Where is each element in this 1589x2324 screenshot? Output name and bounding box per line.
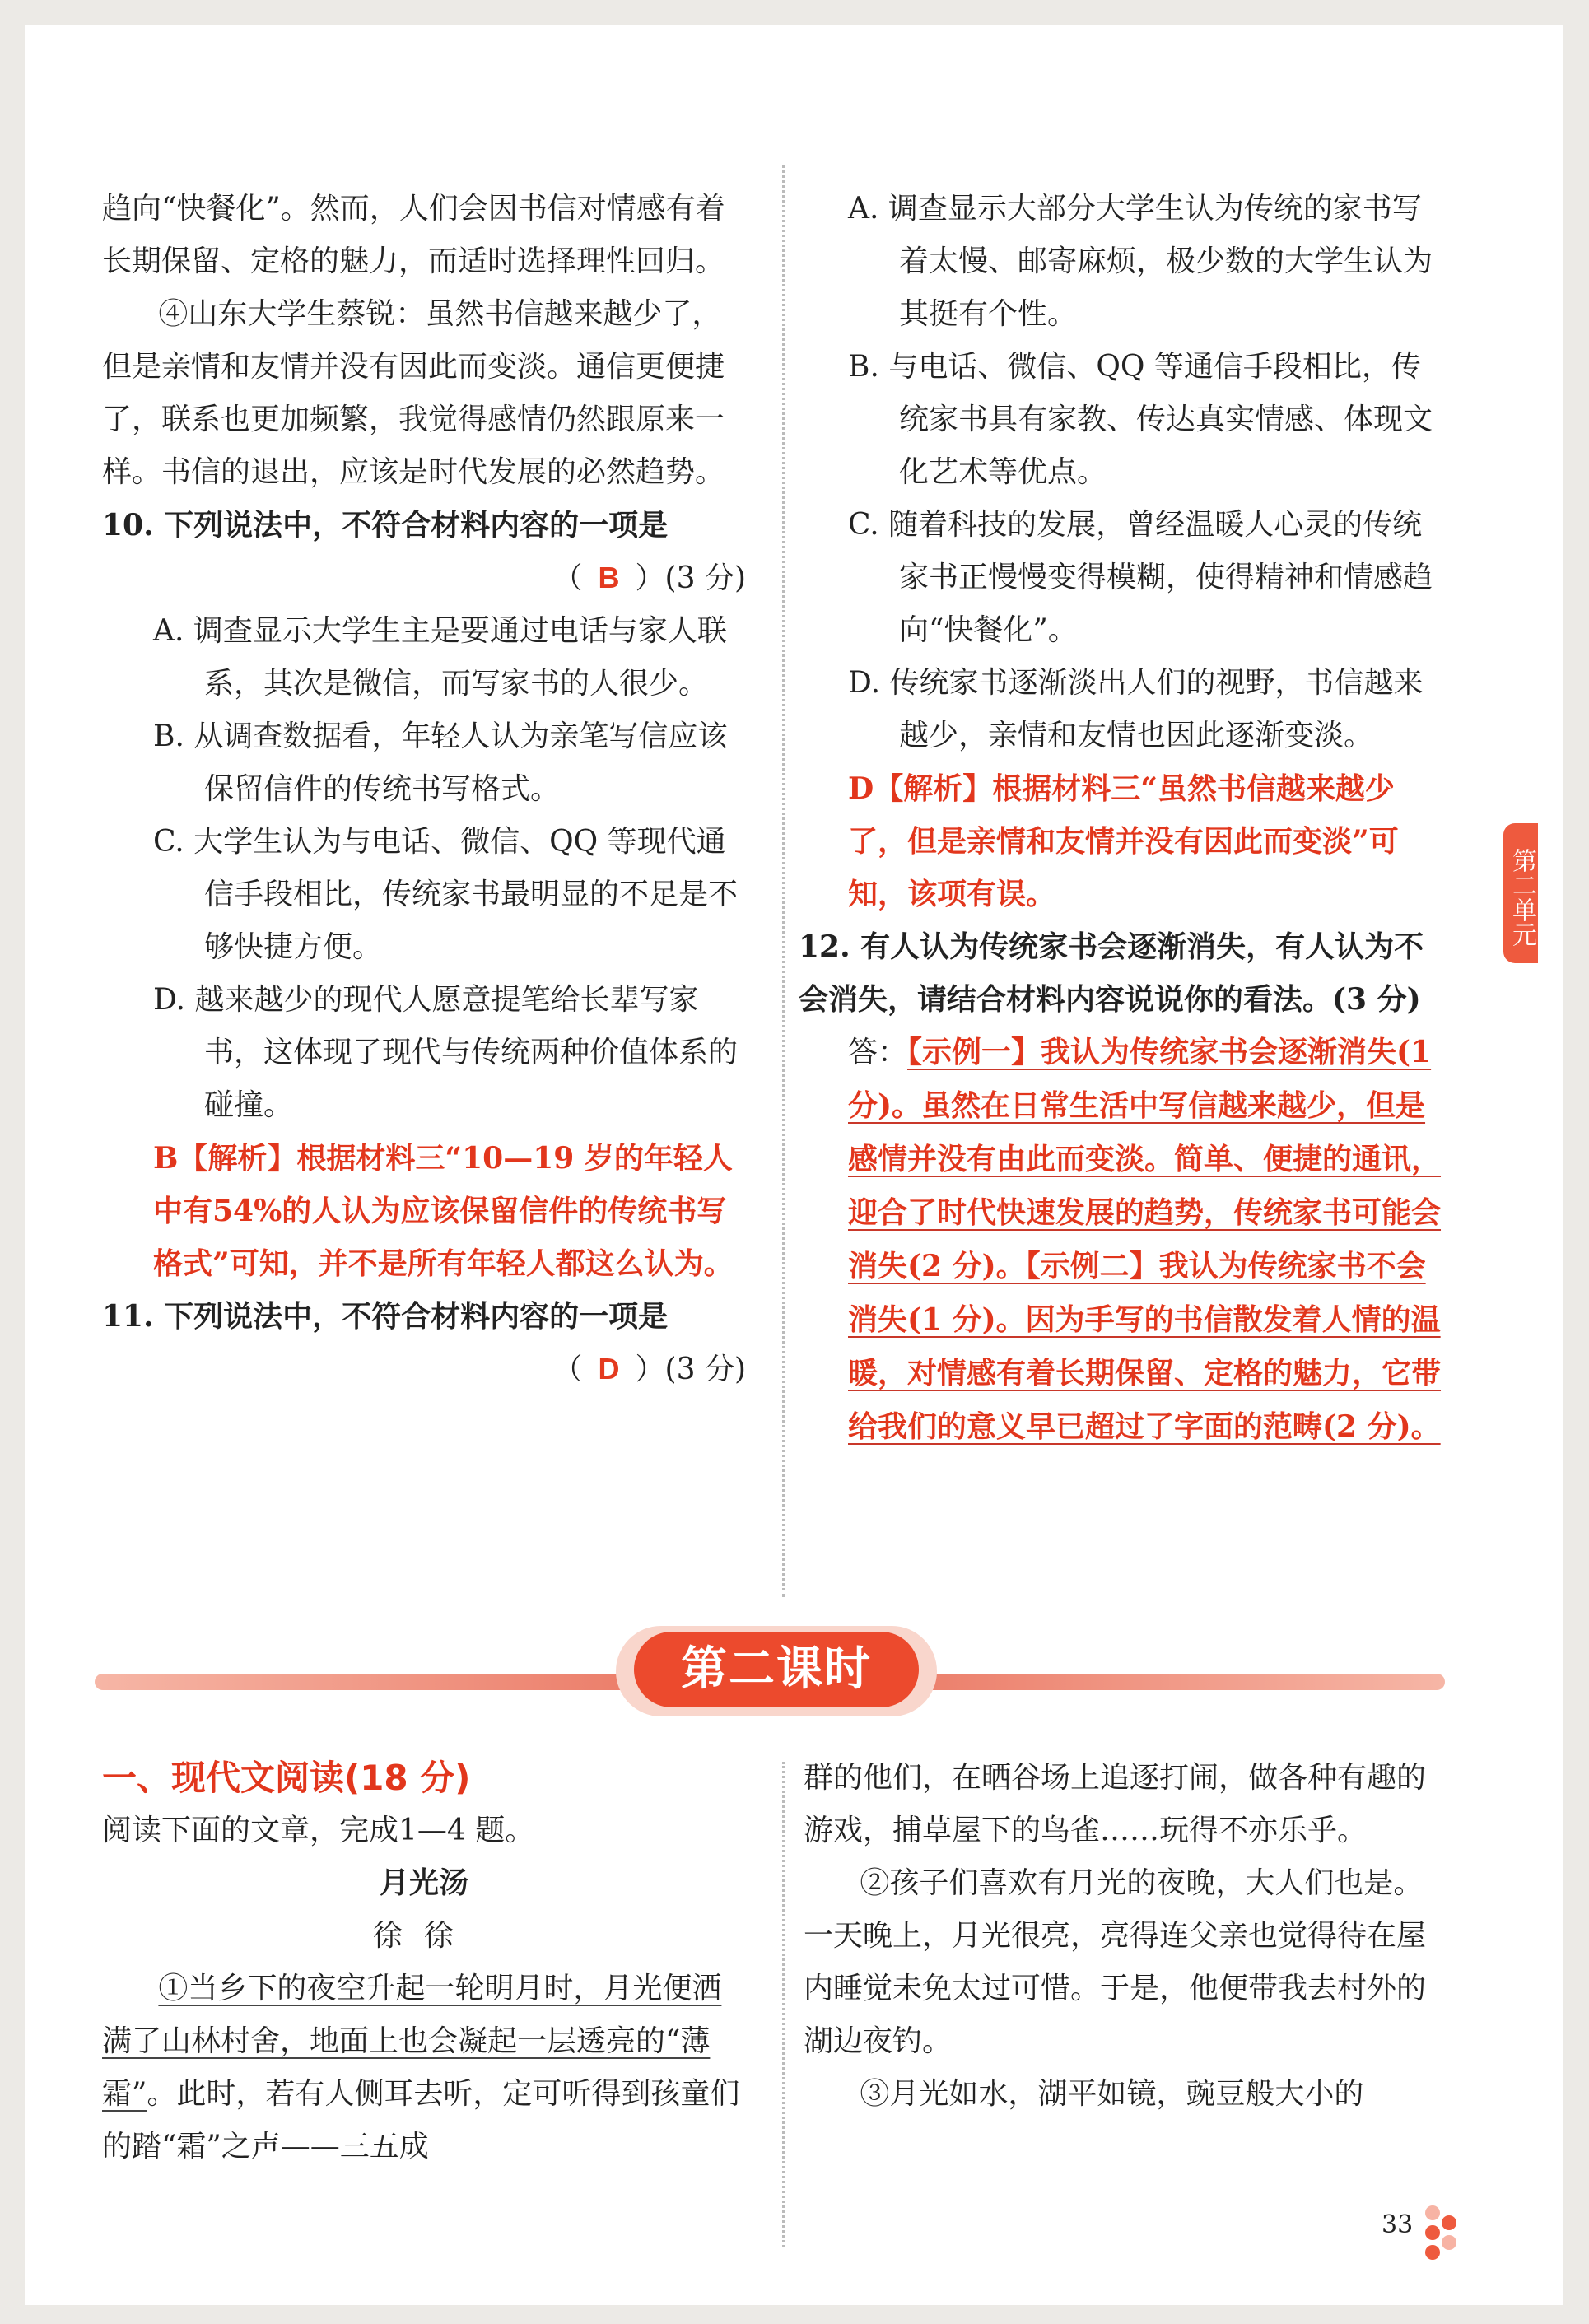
option-d: D. 传统家书逐渐淡出人们的视野，书信越来越少，亲情和友情也因此逐渐变淡。 <box>848 666 1424 752</box>
instruction: 阅读下面的文章，完成1—4 题。 <box>102 1814 535 1847</box>
unit-tab: 第二单元 <box>1503 823 1538 963</box>
section-title: 一、现代文阅读(18 分) <box>102 1758 471 1798</box>
paragraph: ①当乡下的夜空升起一轮明月时，月光便洒满了山林村舍，地面上也会凝起一层透亮的“薄霜”。此时，若有人侧耳去听，定可听得到孩童们的踏“霜”之声——三五成 <box>102 1972 740 2163</box>
option-a: A. 调查显示大学生主是要通过电话与家人联系，其次是微信，而写家书的人很少。 <box>153 614 727 701</box>
answer-slot-11: （ D ）(3 分) <box>102 1343 746 1396</box>
question-11: 11. 下列说法中，不符合材料内容的一项是 <box>102 1299 669 1334</box>
answer-10: B <box>598 561 620 594</box>
paragraph: ③月光如水，湖平如镜，豌豆般大小的 <box>860 2077 1364 2111</box>
paragraph: ②孩子们喜欢有月光的夜晚，大人们也是。一天晚上，月光很亮，亮得连父亲也觉得待在屋内睡觉未免太过可惜。于是，他便带我去村外的湖边夜钓。 <box>804 1866 1427 2058</box>
answer-slot-10: （ B ）(3 分) <box>102 552 746 605</box>
left-column-top <box>102 183 746 1396</box>
question-10: 10. 下列说法中，不符合材料内容的一项是 <box>102 508 669 543</box>
article-title: 月光汤 <box>379 1866 468 1900</box>
paragraph: ④山东大学生蔡锐：虽然书信越来越少了，但是亲情和友情并没有因此而变淡。通信更便捷了，联系也更加频繁，我觉得感情仍然跟原来一样。书信的退出，应该是时代发展的必然趋势。 <box>102 297 725 489</box>
answer-11: D <box>598 1352 620 1386</box>
explanation-10: B【解析】根据材料三“10—19 岁的年轻人中有54%的人认为应该保留信件的传统书写格式”可知，并不是所有年轻人都这么认为。 <box>153 1141 734 1281</box>
left-column-bottom <box>102 1752 746 2173</box>
underlined-sentence: ①当乡下的夜空升起一轮明月时，月光便洒满了山林村舍，地面上也会凝起一层透亮的“薄霜” <box>102 1972 722 2111</box>
paragraph: 趋向“快餐化”。然而，人们会因书信对情感有着长期保留、定格的魅力，而适时选择理性回归。 <box>102 192 725 278</box>
lesson-banner: 第二课时 <box>634 1632 919 1707</box>
answer-12: 答：【示例一】我认为传统家书会逐渐消失(1 分)。虽然在日常生活中写信越来越少，但是感情并没有由此而变淡。简单、便捷的通讯，迎合了时代快速发展的趋势，传统家书可能会消失(2 分)。【示例二】我认为传统家书不会消失(1 分)。因为手写的书信散发着人情的温暖，对情感有着长期保留、定格的魅力，它带给我们的意义早已超过了字面的范畴(2 分)。 <box>848 1035 1442 1444</box>
column-divider <box>782 165 785 1597</box>
question-12: 12. 有人认为传统家书会逐渐消失，有人认为不会消失，请结合材料内容说说你的看法。(3 分) <box>799 929 1424 1017</box>
right-column-top <box>799 183 1449 1454</box>
option-d: D. 越来越少的现代人愿意提笔给长辈写家书，这体现了现代与传统两种价值体系的碰撞。 <box>153 983 739 1122</box>
hexagon-dots-icon <box>1416 2203 1466 2269</box>
option-a: A. 调查显示大部分大学生认为传统的家书写着太慢、邮寄麻烦，极少数的大学生认为其挺有个性。 <box>848 192 1433 331</box>
article-author: 徐徐 <box>372 1919 475 1953</box>
right-column-bottom <box>804 1752 1449 2121</box>
option-c: C. 大学生认为与电话、微信、QQ 等现代通信手段相比，传统家书最明显的不足是不够快捷方便。 <box>153 825 739 964</box>
page-number: 33 <box>1382 2210 1414 2239</box>
option-b: B. 与电话、微信、QQ 等通信手段相比，传统家书具有家教、传达真实情感、体现文化艺术等优点。 <box>848 350 1433 489</box>
answer-12-text: 【示例一】我认为传统家书会逐渐消失(1 分)。虽然在日常生活中写信越来越少，但是感情并没有由此而变淡。简单、便捷的通讯，迎合了时代快速发展的趋势，传统家书可能会消失(2 分)。【示例二】我认为传统家书不会消失(1 分)。因为手写的书信散发着人情的温暖，对情感有着长期保留、定格的魅力，它带给我们的意义早已超过了字面的范畴(2 分)。 <box>848 1035 1442 1444</box>
column-divider <box>782 1762 785 2247</box>
option-b: B. 从调查数据看，年轻人认为亲笔写信应该保留信件的传统书写格式。 <box>153 720 728 806</box>
option-c: C. 随着科技的发展，曾经温暖人心灵的传统家书正慢慢变得模糊，使得精神和情感趋向“快餐化”。 <box>848 508 1433 647</box>
paragraph: 群的他们，在晒谷场上追逐打闹，做各种有趣的游戏，捕草屋下的鸟雀……玩得不亦乐乎。 <box>804 1761 1427 1847</box>
explanation-11: D【解析】根据材料三“虽然书信越来越少了，但是亲情和友情并没有因此而变淡”可知，该项有误。 <box>848 771 1399 911</box>
